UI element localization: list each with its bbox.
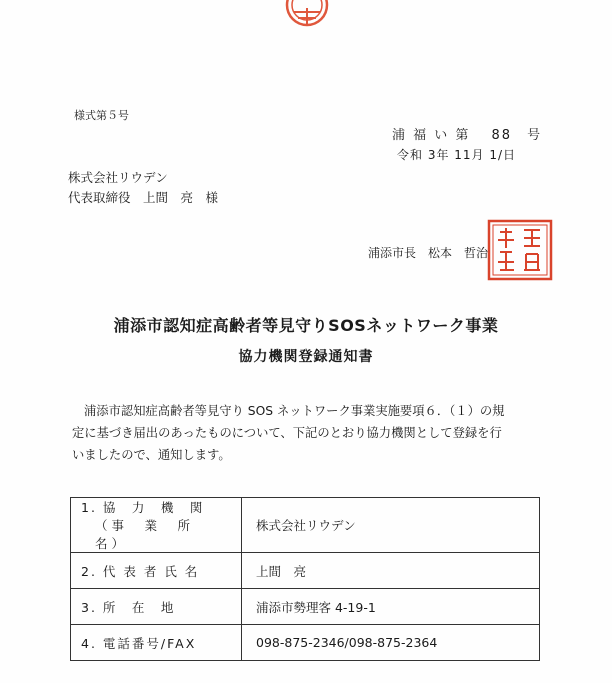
issuer-name: 浦添市長 松本 哲治 — [368, 246, 489, 260]
top-stamp-seal — [284, 0, 330, 28]
table-row — [71, 589, 540, 625]
row-sublabel: （事 業 所 名） — [95, 518, 211, 551]
table-row — [71, 553, 540, 589]
document-number: 浦 福 い 第 88 号 — [392, 128, 543, 143]
document-title: 浦添市認知症高齢者等見守りSOSネットワーク事業 — [113, 316, 499, 335]
table-label-cell: 4. 電話番号/FAX — [71, 625, 242, 661]
registration-info-table — [70, 497, 540, 661]
recipient-company: 株式会社リウデン — [68, 170, 168, 185]
table-label-cell — [71, 498, 242, 553]
body-line: 定に基づき届出のあったものについて、下記のとおり協力機関として登録を行 — [72, 426, 502, 440]
table-value-cell: 098-875-2346/098-875-2364 — [242, 625, 540, 661]
recipient-name: 代表取締役 上間 亮 様 — [68, 190, 219, 205]
table-label-cell: 3. 所 在 地 — [71, 589, 242, 625]
body-line: 浦添市認知症高齢者等見守り SOS ネットワーク事業実施要項６．（１）の規 — [84, 404, 505, 418]
document-date: 令和 3年 11月 1/日 — [397, 148, 517, 162]
table-value-cell: 株式会社リウデン — [242, 498, 540, 553]
table-row — [71, 625, 540, 661]
body-line: いましたので、通知します。 — [72, 448, 231, 462]
row-label: 1. 協 力 機 関 — [81, 500, 205, 515]
body-paragraph — [72, 400, 556, 466]
table-label-cell: 2. 代 表 者 氏 名 — [71, 553, 242, 589]
form-number: 様式第５号 — [74, 109, 129, 122]
table-value-cell: 上間 亮 — [242, 553, 540, 589]
mayor-official-seal — [486, 218, 554, 282]
document-subtitle: 協力機関登録通知書 — [238, 349, 374, 365]
table-row — [71, 498, 540, 553]
table-value-cell: 浦添市勢理客 4-19-1 — [242, 589, 540, 625]
